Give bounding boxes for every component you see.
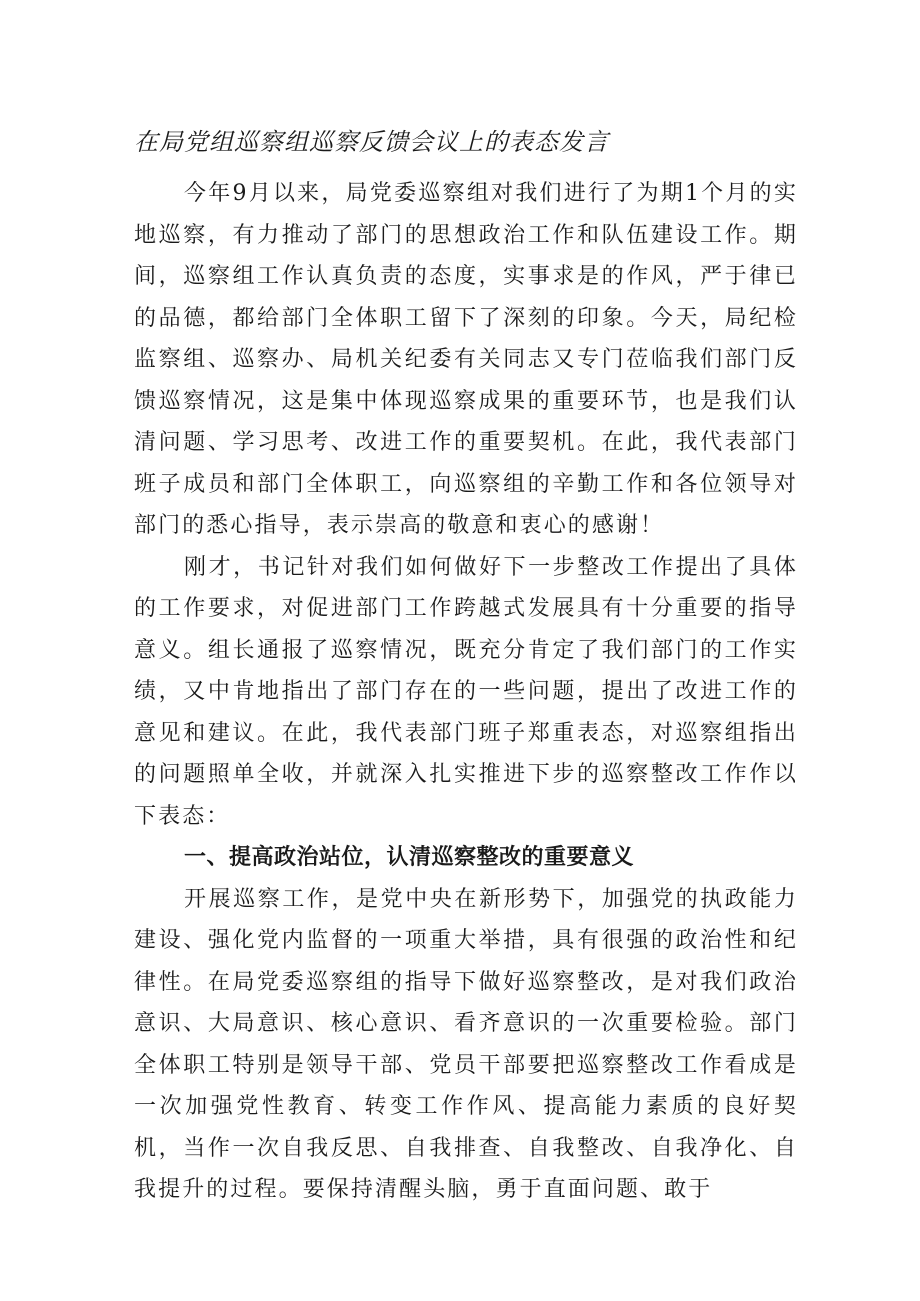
document-body <box>134 173 798 1211</box>
paragraph-1: 今年9月以来，局党委巡察组对我们进行了为期1个月的实地巡察，有力推动了部门的思想政治工作和队伍建设工作。期间，巡察组工作认真负责的态度，实事求是的作风，严于律已的品德，都给部门全体职工留下了深刻的印象。今天，局纪检监察组、巡察办、局机关纪委有关同志又专门莅临我们部门反馈巡察情况，这是集中体现巡察成果的重要环节，也是我们认清问题、学习思考、改进工作的重要契机。在此，我代表部门班子成员和部门全体职工，向巡察组的辛勤工作和各位领导对部门的悉心指导，表示崇高的敬意和衷心的感谢！ <box>134 181 798 538</box>
paragraph-2: 刚才，书记针对我们如何做好下一步整改工作提出了具体的工作要求，对促进部门工作跨越式发展具有十分重要的指导意义。组长通报了巡察情况，既充分肯定了我们部门的工作实绩，又中肯地指出了部门存在的一些问题，提出了改进工作的意见和建议。在此，我代表部门班子郑重表态，对巡察组指出的问题照单全收，并就深入扎实推进下步的巡察整改工作作以下表态： <box>134 554 798 829</box>
paragraph-3: 开展巡察工作，是党中央在新形势下，加强党的执政能力建设、强化党内监督的一项重大举措，具有很强的政治性和纪律性。在局党委巡察组的指导下做好巡察整改，是对我们政治意识、大局意识、核心意识、看齐意识的一次重要检验。部门全体职工特别是领导干部、党员干部要把巡察整改工作看成是一次加强党性教育、转变工作作风、提高能力素质的良好契机，当作一次自我反思、自我排查、自我整改、自我净化、自我提升的过程。要保持清醒头脑，勇于直面问题、敢于 <box>134 886 798 1202</box>
section-heading-1: 一、提高政治站位，认清巡察整改的重要意义 <box>184 845 635 870</box>
document-title: 在局党组巡察组巡察反馈会议上的表态发言 <box>134 128 609 156</box>
